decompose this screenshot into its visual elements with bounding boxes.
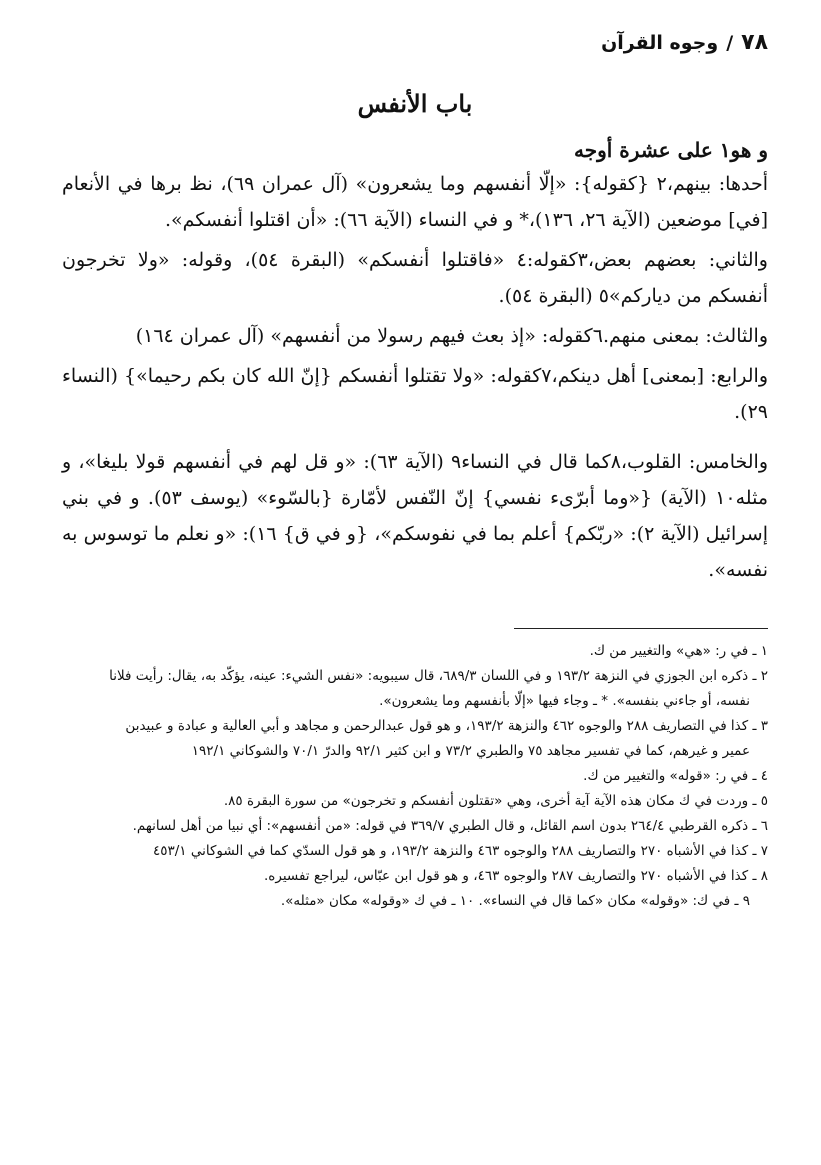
footnote-2-continued: نفسه، أو جاءني بنفسه». * ـ وجاء فيها «إلّا بأنفسهم وما يشعرون». [379,693,750,709]
footnotes [62,639,768,914]
paragraph-first-meaning: أحدها: بينهم،٢ {كقوله}: «إلّا أنفسهم وما يشعرون» (آل عمران ٦٩)، نظ برها في الأنعام [في] موضعين (الآية ٢٦، ١٣٦)،* و في النساء (الآية ٦٦): «أن اقتلوا أنفسكم». [62,173,768,231]
book-page [62,30,768,914]
footnote-8: ٨ ـ كذا في الأشباه ٢٧٠ والتصاريف ٢٨٧ والوجوه ٤٦٣، و هو قول ابن عبّاس، ليراجع تفسيره. [264,868,768,884]
footnote-5: ٥ ـ وردت في ك مكان هذه الآية آية أخرى، وهي «تقتلون أنفسكم و تخرجون» من سورة البقرة ٨٥. [223,793,768,809]
chapter-title: باب الأنفس [357,89,473,118]
footnote-9-10: ٩ ـ في ك: «وقوله» مكان «كما قال في النساء». ١٠ ـ في ك «وقوله» مكان «مثله». [280,893,750,909]
paragraph-second-meaning: والثاني: بعضهم بعض،٣كقوله:٤ «فاقتلوا أنفسكم» (البقرة ٥٤)، وقوله: «ولا تخرجون أنفسكم من دياركم»٥ (البقرة ٥٤). [62,249,768,307]
footnote-2: ٢ ـ ذكره ابن الجوزي في النزهة ١٩٣/٢ و في اللسان ٦٨٩/٣، قال سيبويه: «نفس الشيء: عينه، يؤكّد به، يقال: رأيت فلانا [109,668,768,684]
paragraph-fifth-meaning: والخامس: القلوب،٨كما قال في النساء٩ (الآية ٦٣): «و قل لهم في أنفسهم قولا بليغا»، و مثله١٠ (الآية) {«وما أبرّىء نفسي} إنّ النّفس لأمّارة {بالسّوء» (يوسف ٥٣). و في بني إسرائيل (الآية ٢): «ربّكم} أعلم بما في نفوسكم»، {و في ق} ١٦): «و نعلم ما توسوس به نفسه». [62,451,769,581]
book-title: وجوه القرآن [601,32,719,54]
footnote-7: ٧ ـ كذا في الأشباه ٢٧٠ والتصاريف ٢٨٨ والوجوه ٤٦٣ والنزهة ١٩٣/٢، و هو قول السدّي كما في الشوكاني ٤٥٣/١ [153,843,768,859]
footnote-6: ٦ ـ ذكره القرطبي ٢٦٤/٤ بدون اسم القائل، و قال الطبري ٣٦٩/٧ في قوله: «من أنفسهم»: أي نبيا من أهل لسانهم. [132,818,768,834]
footnote-4: ٤ ـ في ر: «قوله» والتغيير من ك. [583,768,768,784]
footnote-divider [514,628,768,629]
paragraph-third-meaning: والثالث: بمعنى منهم.٦كقوله: «إذ بعث فيهم رسولا من أنفسهم» (آل عمران ١٦٤) [135,325,768,347]
footnote-3: ٣ ـ كذا في التصاريف ٢٨٨ والوجوه ٤٦٢ والنزهة ١٩٣/٢، و هو قول عبدالرحمن و مجاهد و أبي العالية و عبادة و عبيدبن [125,718,768,734]
footnote-3-continued: عمير و غيرهم، كما في تفسير مجاهد ٧٥ والطبري ٧٣/٢ و ابن كثير ٩٢/١ والدرّ ٧٠/١ والشوكاني ١٩٢/١ [191,743,750,759]
footnote-1: ١ ـ في ر: «هي» والتغيير من ك. [589,643,768,659]
paragraph-fourth-meaning: والرابع: [بمعنى] أهل دينكم،٧كقوله: «ولا تقتلوا أنفسكم {إنّ الله كان بكم رحيما»} (النساء ٢٩). [62,365,769,423]
page-number: ٧٨ [741,30,768,55]
chapter-intro: و هو١ على عشرة أوجه [574,138,768,162]
running-header [62,30,768,55]
header-separator: / [726,32,734,54]
